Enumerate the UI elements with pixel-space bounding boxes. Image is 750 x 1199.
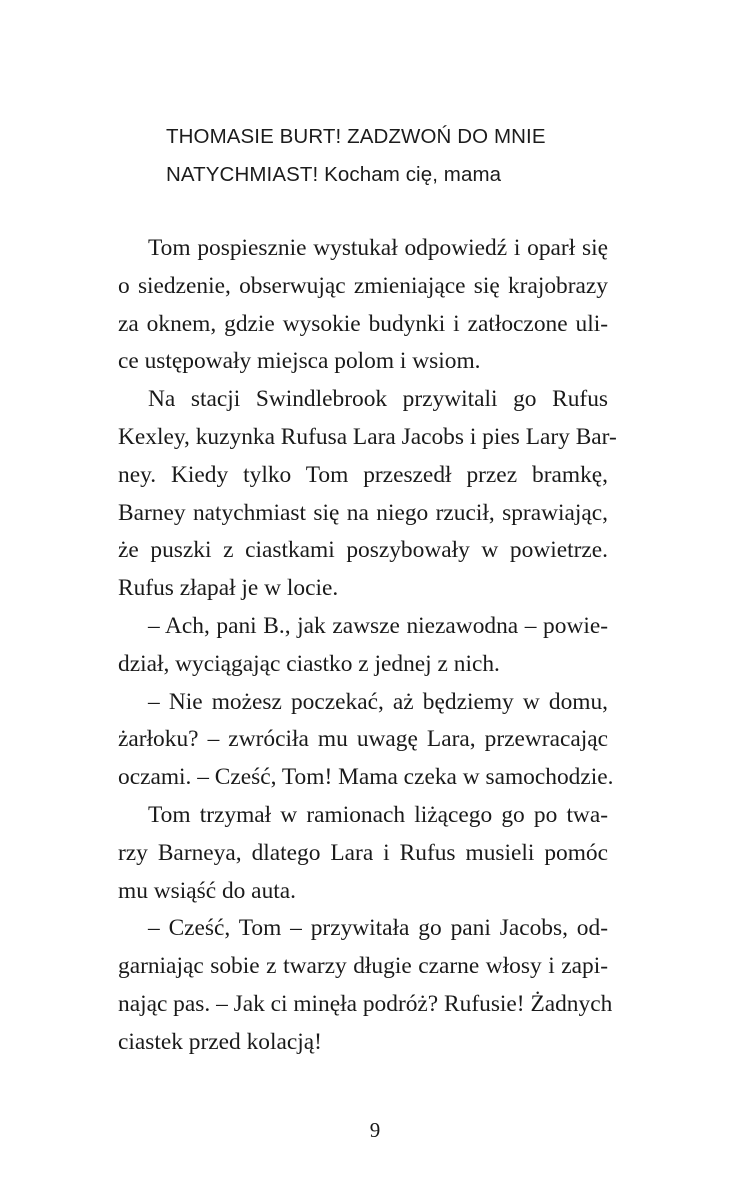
body-line: – Nie możesz poczekać, aż będziemy w domu, xyxy=(148,688,608,715)
body-line: o siedzenie, obserwując zmieniające się krajobrazy xyxy=(118,272,608,299)
body-line: mu wsiąść do auta. xyxy=(118,877,296,904)
message-line: NATYCHMIAST! Kocham cię, mama xyxy=(166,163,502,186)
body-line: – Ach, pani B., jak zawsze niezawodna – powie- xyxy=(148,612,608,639)
body-line: garniając sobie z twarzy długie czarne włosy i zapi- xyxy=(118,953,608,980)
page-number: 9 xyxy=(369,1118,381,1142)
body-line: Na stacji Swindlebrook przywitali go Rufus xyxy=(148,386,608,413)
body-text xyxy=(118,230,617,1062)
body-line: rzy Barneya, dlatego Lara i Rufus musieli pomóc xyxy=(118,839,608,866)
body-line: żarłoku? – zwróciła mu uwagę Lara, przewracając xyxy=(118,726,608,753)
body-line: ciastek przed kolacją! xyxy=(118,1028,322,1055)
body-line: że puszki z ciastkami poszybowały w powietrze. xyxy=(118,537,608,564)
body-line: Tom pospiesznie wystukał odpowiedź i oparł się xyxy=(148,235,608,261)
body-line: Kexley, kuzynka Rufusa Lara Jacobs i pies Lary Bar- xyxy=(118,423,617,450)
body-line: ce ustępowały miejsca polom i wsiom. xyxy=(118,348,481,375)
body-line: za oknem, gdzie wysokie budynki i zatłoczone uli- xyxy=(118,310,608,337)
body-line: dział, wyciągając ciastko z jednej z nich. xyxy=(118,650,500,677)
body-line: nając pas. – Jak ci minęła podróż? Rufusie! Żadnych xyxy=(118,990,613,1017)
body-line: oczami. – Cześć, Tom! Mama czeka w samochodzie. xyxy=(118,764,614,791)
text-message xyxy=(166,118,606,194)
body-line: – Cześć, Tom – przywitała go pani Jacobs, od- xyxy=(148,915,608,942)
body-line: Barney natychmiast się na niego rzucił, sprawiając, xyxy=(118,499,608,526)
body-line: Rufus złapał je w locie. xyxy=(118,575,339,602)
message-line: THOMASIE BURT! ZADZWOŃ DO MNIE xyxy=(166,125,546,148)
body-line: Tom trzymał w ramionach liżącego go po twa- xyxy=(148,801,608,828)
body-line: ney. Kiedy tylko Tom przeszedł przez bramkę, xyxy=(118,461,608,488)
